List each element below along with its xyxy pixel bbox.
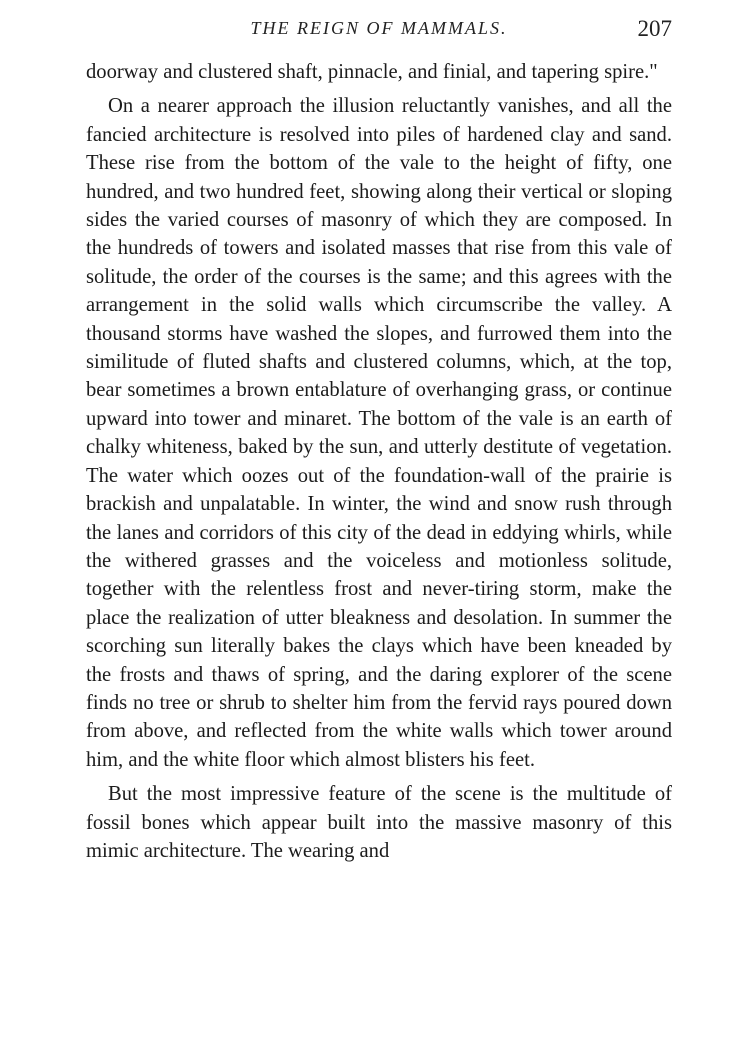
body-text	[86, 58, 672, 865]
running-head	[86, 16, 672, 48]
paragraph: But the most impressive feature of the scene is the multitude of fossil bones which appear built into the massive masonry of this mimic architecture. The wearing and	[86, 783, 672, 862]
paragraph: On a nearer approach the illusion reluctantly vanishes, and all the fancied architecture is resolved into piles of hardened clay and sand. These rise from the bottom of the vale to the height of fifty, one hundred, and two hundred feet, showing along their vertical or sloping sides the varied courses of masonry of which they are composed. In the hundreds of towers and isolated masses that rise from this vale of solitude, the order of the courses is the same; and this agrees with the arrangement in the solid walls which circumscribe the valley. A thousand storms have washed the slopes, and furrowed them into the similitude of fluted shafts and clustered columns, which, at the top, bear sometimes a brown entablature of overhanging grass, or continue upward into tower and minaret. The bottom of the vale is an earth of chalky whiteness, baked by the sun, and utterly destitute of vegetation. The water which oozes out of the foundation-wall of the prairie is brackish and unpalatable. In winter, the wind and snow rush through the lanes and corridors of this city of the dead in eddying whirls, while the withered grasses and the voiceless and motionless solitude, together with the relentless frost and never-tiring storm, make the place the realization of utter bleakness and desolation. In summer the scorching sun literally bakes the clays which have been kneaded by the frosts and thaws of spring, and the daring explorer of the scene finds no tree or shrub to shelter him from the fervid rays poured down from above, and reflected from the white walls which tower around him, and the white floor which almost blisters his feet.	[86, 95, 672, 771]
page-number: 207	[637, 16, 672, 41]
paragraph-continued: doorway and clustered shaft, pinnacle, and finial, and tapering spire."	[86, 61, 658, 83]
running-title: THE REIGN OF MAMMALS.	[250, 18, 508, 38]
